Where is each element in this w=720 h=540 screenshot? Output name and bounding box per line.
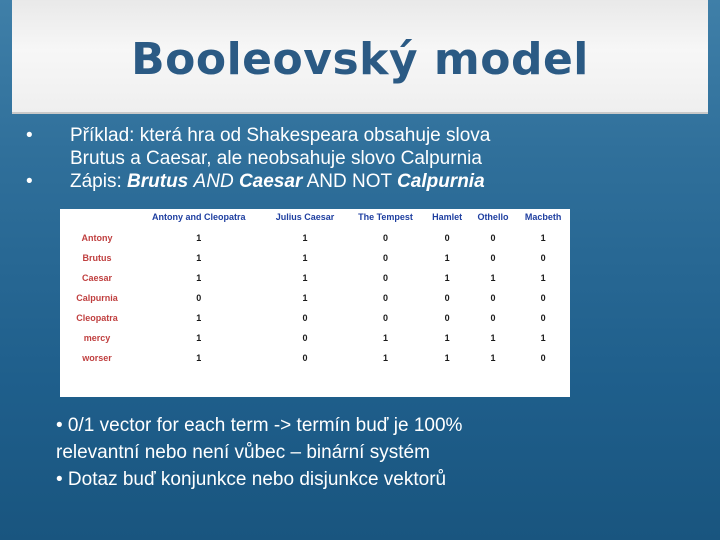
matrix-cell: 1 <box>540 233 546 243</box>
matrix-cell: 1 <box>444 353 450 363</box>
matrix-cell: 0 <box>302 313 308 323</box>
matrix-cell: 0 <box>540 293 546 303</box>
notation-term: Caesar <box>238 171 303 192</box>
matrix-cell: 1 <box>383 353 389 363</box>
term-label: mercy <box>83 333 111 343</box>
matrix-cell: 1 <box>302 253 308 263</box>
notation-term: Calpurnia <box>397 171 485 192</box>
notation-label: Zápis: <box>70 171 122 192</box>
matrix-cell: 0 <box>196 293 202 303</box>
matrix-cell: 0 <box>540 253 546 263</box>
matrix-cell: 1 <box>302 233 308 243</box>
matrix-cell: 1 <box>383 333 389 343</box>
matrix-row <box>60 268 570 288</box>
matrix-cell: 1 <box>540 273 546 283</box>
bottom-line: • Dotaz buď konjunkce nebo disjunkce vektorů <box>56 469 447 490</box>
matrix-row <box>60 328 570 348</box>
term-label: Caesar <box>81 273 113 283</box>
matrix-column-header: Julius Caesar <box>263 209 346 228</box>
matrix-cell: 1 <box>490 273 496 283</box>
matrix-cell: 1 <box>302 273 308 283</box>
matrix-cell: 1 <box>444 253 450 263</box>
slide-title: Booleovský model <box>131 34 589 85</box>
matrix-row <box>60 288 570 308</box>
matrix-cell: 1 <box>196 233 202 243</box>
term-document-matrix <box>60 209 570 397</box>
matrix-cell: 0 <box>444 293 450 303</box>
matrix-header-row <box>60 209 570 228</box>
matrix-cell: 0 <box>444 313 450 323</box>
matrix-column-header: Macbeth <box>516 209 570 228</box>
matrix-cell: 0 <box>490 253 496 263</box>
matrix-cell: 1 <box>196 313 202 323</box>
notation-term: Brutus <box>127 171 189 192</box>
matrix-cell: 0 <box>383 273 389 283</box>
matrix-cell: 0 <box>490 293 496 303</box>
matrix-column-header: Antony and Cleopatra <box>134 209 263 228</box>
matrix-cell: 1 <box>196 253 202 263</box>
matrix-column-header: The Tempest <box>346 209 424 228</box>
bullet-example <box>26 124 676 170</box>
bullet-dot: • <box>26 171 33 192</box>
matrix-cell: 0 <box>302 353 308 363</box>
matrix-cell: 0 <box>383 293 389 303</box>
matrix-cell: 1 <box>444 273 450 283</box>
matrix-column-header: Othello <box>470 209 516 228</box>
matrix-cell: 1 <box>196 273 202 283</box>
matrix-cell: 1 <box>490 333 496 343</box>
term-label: worser <box>82 353 112 363</box>
matrix-cell: 0 <box>490 233 496 243</box>
bottom-text <box>56 412 676 493</box>
matrix-corner <box>60 209 134 228</box>
matrix-cell: 0 <box>383 313 389 323</box>
bullet-list <box>26 124 676 193</box>
notation-operator: AND NOT <box>306 171 392 192</box>
term-label: Brutus <box>82 253 112 263</box>
bullet-text <box>70 170 676 193</box>
bullet-line: Brutus a Caesar, ale neobsahuje slovo Calpurnia <box>70 148 482 169</box>
matrix-cell: 0 <box>490 313 496 323</box>
matrix-cell: 1 <box>302 293 308 303</box>
matrix-cell: 0 <box>540 313 546 323</box>
matrix-column-header: Hamlet <box>425 209 470 228</box>
matrix-row <box>60 248 570 268</box>
matrix-cell: 1 <box>540 333 546 343</box>
matrix-cell: 0 <box>444 233 450 243</box>
term-label: Antony <box>81 233 113 243</box>
matrix-row <box>60 308 570 328</box>
matrix-cell: 0 <box>383 253 389 263</box>
matrix-table <box>60 209 570 368</box>
term-label: Cleopatra <box>76 313 118 323</box>
matrix-cell: 0 <box>302 333 308 343</box>
matrix-row <box>60 228 570 248</box>
bullet-notation <box>26 170 676 193</box>
matrix-cell: 1 <box>490 353 496 363</box>
bottom-line: relevantní nebo není vůbec – binární systém <box>56 442 430 463</box>
bullet-line: Příklad: která hra od Shakespeara obsahuje slova <box>70 125 491 146</box>
matrix-cell: 1 <box>196 333 202 343</box>
bottom-line: • 0/1 vector for each term -> termín buď je 100% <box>56 415 463 436</box>
matrix-cell: 0 <box>383 233 389 243</box>
bullet-text <box>70 124 676 170</box>
term-label: Calpurnia <box>76 293 118 303</box>
matrix-cell: 1 <box>444 333 450 343</box>
bullet-dot: • <box>26 125 33 146</box>
matrix-cell: 0 <box>540 353 546 363</box>
notation-operator: AND <box>193 171 234 192</box>
matrix-row <box>60 348 570 368</box>
matrix-cell: 1 <box>196 353 202 363</box>
